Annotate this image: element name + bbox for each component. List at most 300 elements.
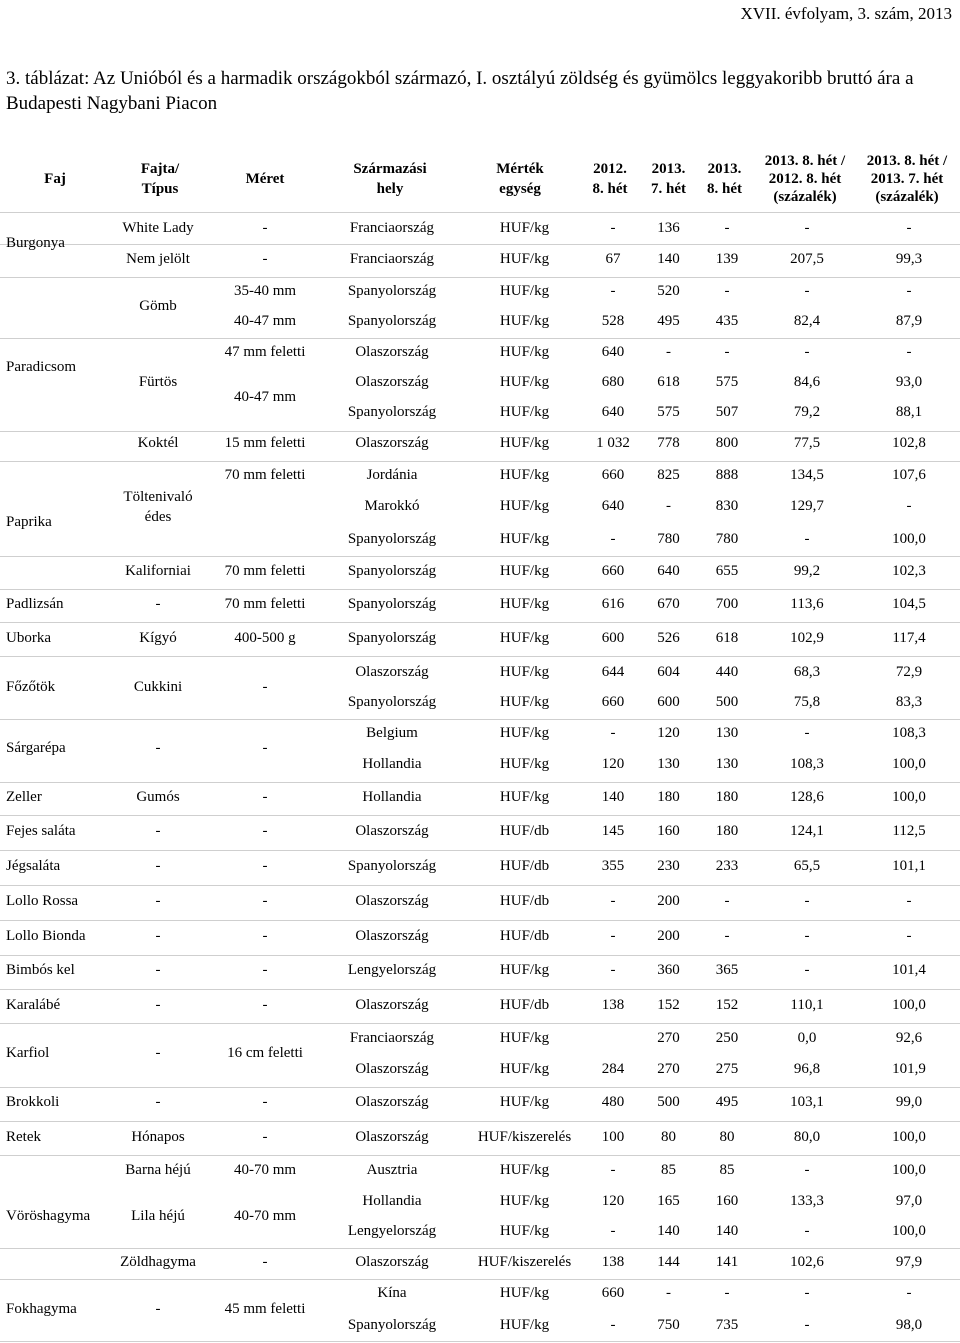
origin-cell: Olaszország bbox=[355, 435, 429, 451]
species-cell: Burgonya bbox=[6, 235, 65, 251]
price-2013-w8-cell: 250 bbox=[715, 1030, 739, 1046]
unit-cell: HUF/kg bbox=[499, 344, 550, 360]
pct-yoy-cell: 75,8 bbox=[793, 694, 821, 710]
price-2013-w7-cell: 230 bbox=[657, 858, 680, 874]
row-divider bbox=[0, 431, 960, 432]
pct-wow-cell: - bbox=[906, 283, 912, 299]
unit-cell: HUF/kg bbox=[499, 596, 550, 612]
size-cell: - bbox=[262, 251, 268, 267]
origin-cell: Olaszország bbox=[355, 1094, 429, 1110]
unit-cell: HUF/kg bbox=[499, 498, 550, 514]
price-2013-w8-cell: 618 bbox=[715, 630, 739, 646]
origin-cell: Olaszország bbox=[355, 1129, 429, 1145]
header-mertek: Mérték bbox=[496, 161, 544, 177]
size-cell: - bbox=[262, 789, 268, 805]
pct-wow-cell: - bbox=[906, 220, 912, 236]
pct-wow-cell: 102,8 bbox=[892, 435, 926, 451]
pct-wow-cell: 99,3 bbox=[895, 251, 923, 267]
price-2013-w8-cell: 435 bbox=[715, 313, 739, 329]
pct-wow-cell: 104,5 bbox=[892, 596, 926, 612]
pct-wow-cell: 108,3 bbox=[892, 725, 926, 741]
price-2013-w8-cell: 180 bbox=[715, 789, 739, 805]
unit-cell: HUF/kg bbox=[499, 563, 550, 579]
origin-cell: Spanyolország bbox=[347, 1317, 437, 1333]
row-divider bbox=[0, 244, 960, 245]
size-cell: - bbox=[262, 1094, 268, 1110]
pct-wow-cell: 101,4 bbox=[892, 962, 926, 978]
row-divider bbox=[0, 1248, 960, 1249]
size-cell: 40-47 mm bbox=[233, 313, 297, 329]
pct-wow-cell: - bbox=[906, 1285, 912, 1301]
price-2013-w7-cell: 575 bbox=[657, 404, 680, 420]
species-cell: Fejes saláta bbox=[6, 823, 76, 839]
header-meret: Méret bbox=[245, 171, 285, 187]
price-2012-w8-cell: 138 bbox=[601, 997, 625, 1013]
price-2013-w8-cell: 85 bbox=[719, 1162, 735, 1178]
price-2013-w8-cell: 80 bbox=[719, 1129, 735, 1145]
variety-cell: Cukkini bbox=[133, 679, 183, 695]
variety-cell: Fürtös bbox=[138, 374, 178, 390]
pct-wow-cell: 93,0 bbox=[895, 374, 923, 390]
price-2012-w8-cell: 284 bbox=[601, 1061, 625, 1077]
variety-cell: Koktél bbox=[137, 435, 179, 451]
pct-wow-cell: 83,3 bbox=[895, 694, 923, 710]
price-2013-w7-cell: 600 bbox=[657, 694, 680, 710]
species-cell: Karalábé bbox=[6, 997, 61, 1013]
price-2012-w8-cell: - bbox=[610, 220, 616, 236]
row-divider bbox=[0, 622, 960, 623]
price-2012-w8-cell: 100 bbox=[601, 1129, 625, 1145]
size-cell: 70 mm feletti bbox=[224, 596, 306, 612]
pct-wow-cell: 97,9 bbox=[895, 1254, 923, 1270]
price-2013-w7-cell: 500 bbox=[657, 1094, 680, 1110]
price-2013-w7-cell: 604 bbox=[657, 664, 680, 680]
origin-cell: Spanyolország bbox=[347, 404, 437, 420]
row-divider bbox=[0, 1155, 960, 1156]
row-divider bbox=[0, 815, 960, 816]
pct-wow-cell: 100,0 bbox=[892, 756, 926, 772]
price-2013-w8-cell: - bbox=[724, 344, 730, 360]
unit-cell: HUF/kg bbox=[499, 694, 550, 710]
species-cell: Fokhagyma bbox=[6, 1301, 77, 1317]
variety-cell: Gömb bbox=[139, 298, 177, 314]
pct-wow-cell: 88,1 bbox=[895, 404, 923, 420]
price-2012-w8-cell: 644 bbox=[601, 664, 625, 680]
price-2013-w7-cell: 520 bbox=[657, 283, 680, 299]
pct-yoy-cell: 77,5 bbox=[793, 435, 821, 451]
pct-yoy-cell: 103,1 bbox=[790, 1094, 824, 1110]
row-divider bbox=[0, 850, 960, 851]
variety-cell: Töltenivaló bbox=[123, 489, 193, 505]
row-divider bbox=[0, 885, 960, 886]
unit-cell: HUF/db bbox=[499, 858, 550, 874]
species-cell: Paradicsom bbox=[6, 359, 76, 375]
origin-cell: Lengyelország bbox=[347, 962, 437, 978]
pct-wow-cell: 101,9 bbox=[892, 1061, 926, 1077]
unit-cell: HUF/kg bbox=[499, 374, 550, 390]
pct-yoy-cell: - bbox=[804, 1285, 810, 1301]
size-cell: 15 mm feletti bbox=[224, 435, 306, 451]
pct-wow-cell: 112,5 bbox=[892, 823, 926, 839]
price-2012-w8-cell: 600 bbox=[601, 630, 625, 646]
price-2012-w8-cell: - bbox=[610, 531, 616, 547]
header-faj: Faj bbox=[44, 171, 66, 187]
origin-cell: Hollandia bbox=[362, 1193, 422, 1209]
unit-cell: HUF/kg bbox=[499, 1030, 550, 1046]
variety-cell: - bbox=[155, 596, 161, 612]
price-2013-w8-cell: 152 bbox=[715, 997, 739, 1013]
origin-cell: Olaszország bbox=[355, 893, 429, 909]
pct-wow-cell: 107,6 bbox=[892, 467, 926, 483]
origin-cell: Olaszország bbox=[355, 823, 429, 839]
price-2012-w8-cell: 145 bbox=[601, 823, 625, 839]
origin-cell: Jordánia bbox=[366, 467, 418, 483]
variety-cell: - bbox=[155, 997, 161, 1013]
species-cell: Karfiol bbox=[6, 1045, 50, 1061]
price-2013-w8-cell: - bbox=[724, 283, 730, 299]
origin-cell: Spanyolország bbox=[347, 531, 437, 547]
pct-yoy-cell: 110,1 bbox=[790, 997, 824, 1013]
origin-cell: Hollandia bbox=[362, 789, 422, 805]
price-2012-w8-cell: 120 bbox=[601, 756, 625, 772]
pct-yoy-cell: - bbox=[804, 220, 810, 236]
price-2012-w8-cell: 1 032 bbox=[596, 435, 630, 451]
header-pct2-c: (százalék) bbox=[875, 189, 939, 205]
unit-cell: HUF/db bbox=[499, 928, 550, 944]
pct-wow-cell: 100,0 bbox=[892, 1162, 926, 1178]
variety-cell: Kígyó bbox=[139, 630, 177, 646]
unit-cell: HUF/kg bbox=[499, 756, 550, 772]
price-2013-w7-cell: 160 bbox=[657, 823, 680, 839]
species-cell: Zeller bbox=[6, 789, 42, 805]
origin-cell: Franciaország bbox=[349, 1030, 435, 1046]
size-cell: - bbox=[262, 962, 268, 978]
unit-cell: HUF/kg bbox=[499, 1193, 550, 1209]
price-2013-w7-cell: 825 bbox=[657, 467, 680, 483]
price-2012-w8-cell: 640 bbox=[601, 344, 625, 360]
pct-wow-cell: 98,0 bbox=[895, 1317, 923, 1333]
unit-cell: HUF/kg bbox=[499, 630, 550, 646]
size-cell: - bbox=[262, 1254, 268, 1270]
size-cell: 40-70 mm bbox=[233, 1208, 297, 1224]
pct-yoy-cell: - bbox=[804, 928, 810, 944]
variety-cell: édes bbox=[144, 509, 172, 525]
pct-wow-cell: - bbox=[906, 498, 912, 514]
species-cell: Retek bbox=[6, 1129, 41, 1145]
pct-wow-cell: 72,9 bbox=[895, 664, 923, 680]
species-cell: Lollo Bionda bbox=[6, 928, 86, 944]
price-2012-w8-cell: 660 bbox=[601, 467, 625, 483]
size-cell: 16 cm feletti bbox=[227, 1045, 303, 1061]
price-2013-w7-cell: 130 bbox=[657, 756, 680, 772]
origin-cell: Olaszország bbox=[355, 344, 429, 360]
origin-cell: Lengyelország bbox=[347, 1223, 437, 1239]
size-cell: - bbox=[262, 928, 268, 944]
pct-wow-cell: 100,0 bbox=[892, 1129, 926, 1145]
pct-yoy-cell: 108,3 bbox=[790, 756, 824, 772]
row-divider bbox=[0, 989, 960, 990]
pct-yoy-cell: 80,0 bbox=[793, 1129, 821, 1145]
header-hely: hely bbox=[376, 181, 404, 197]
origin-cell: Marokkó bbox=[364, 498, 420, 514]
unit-cell: HUF/kg bbox=[499, 789, 550, 805]
running-head: XVII. évfolyam, 3. szám, 2013 bbox=[740, 4, 952, 23]
origin-cell: Spanyolország bbox=[347, 858, 437, 874]
size-cell: - bbox=[262, 740, 268, 756]
origin-cell: Franciaország bbox=[349, 220, 435, 236]
pct-yoy-cell: - bbox=[804, 725, 810, 741]
price-2012-w8-cell: - bbox=[610, 962, 616, 978]
price-2013-w7-cell: - bbox=[666, 1285, 671, 1301]
price-2013-w8-cell: - bbox=[724, 928, 730, 944]
header-pct2-a: 2013. 8. hét / bbox=[866, 153, 948, 169]
row-divider bbox=[0, 338, 960, 339]
price-2013-w8-cell: 180 bbox=[715, 823, 739, 839]
pct-yoy-cell: 96,8 bbox=[793, 1061, 821, 1077]
size-cell: - bbox=[262, 1129, 268, 1145]
size-cell: 40-70 mm bbox=[233, 1162, 297, 1178]
price-2013-w7-cell: 270 bbox=[657, 1061, 680, 1077]
size-cell: 70 mm feletti bbox=[224, 467, 306, 483]
table-title: 3. táblázat: Az Unióból és a harmadik országokból származó, I. osztályú zöldség és gyümölcs leggyakoribb bruttó ára a Budapesti Nagybani Piacon bbox=[6, 68, 914, 114]
price-2013-w7-cell: 270 bbox=[657, 1030, 680, 1046]
pct-wow-cell: 117,4 bbox=[892, 630, 926, 646]
unit-cell: HUF/kg bbox=[499, 1094, 550, 1110]
price-2013-w8-cell: 440 bbox=[715, 664, 739, 680]
variety-cell: White Lady bbox=[122, 220, 194, 236]
price-2013-w7-cell: 200 bbox=[657, 928, 680, 944]
price-2013-w8-cell: - bbox=[724, 893, 730, 909]
row-divider bbox=[0, 782, 960, 783]
header-2012-8: 2012. bbox=[593, 161, 627, 177]
row-divider bbox=[0, 212, 960, 213]
price-2013-w7-cell: 640 bbox=[657, 563, 680, 579]
row-divider bbox=[0, 656, 960, 657]
header-egyseg: egység bbox=[499, 181, 541, 197]
variety-cell: Zöldhagyma bbox=[120, 1254, 196, 1270]
size-cell: 70 mm feletti bbox=[224, 563, 306, 579]
size-cell: 35-40 mm bbox=[233, 283, 297, 299]
price-2013-w7-cell: 670 bbox=[657, 596, 680, 612]
row-divider bbox=[0, 1341, 960, 1342]
price-2013-w7-cell: - bbox=[666, 344, 671, 360]
price-2012-w8-cell: 660 bbox=[601, 1285, 625, 1301]
price-2012-w8-cell: 660 bbox=[601, 694, 625, 710]
pct-yoy-cell: 68,3 bbox=[793, 664, 821, 680]
variety-cell: Nem jelölt bbox=[126, 251, 190, 267]
variety-cell: Barna héjú bbox=[125, 1162, 191, 1178]
price-2013-w8-cell: 275 bbox=[715, 1061, 739, 1077]
header-szarmazasi: Származási bbox=[353, 161, 427, 177]
pct-yoy-cell: 79,2 bbox=[793, 404, 821, 420]
species-cell: Bimbós kel bbox=[6, 962, 75, 978]
row-divider bbox=[0, 461, 960, 462]
origin-cell: Spanyolország bbox=[347, 596, 437, 612]
price-2013-w7-cell: 360 bbox=[657, 962, 680, 978]
variety-cell: - bbox=[155, 858, 161, 874]
pct-wow-cell: 99,0 bbox=[895, 1094, 923, 1110]
pct-wow-cell: 100,0 bbox=[892, 789, 926, 805]
pct-yoy-cell: 113,6 bbox=[790, 596, 824, 612]
variety-cell: - bbox=[155, 893, 161, 909]
unit-cell: HUF/db bbox=[499, 893, 550, 909]
pct-yoy-cell: 0,0 bbox=[797, 1030, 817, 1046]
unit-cell: HUF/kg bbox=[499, 1061, 550, 1077]
species-cell: Főzőtök bbox=[6, 679, 56, 695]
price-2013-w8-cell: 655 bbox=[715, 563, 739, 579]
price-2013-w8-cell: 140 bbox=[715, 1223, 739, 1239]
price-2013-w8-cell: 495 bbox=[715, 1094, 739, 1110]
variety-cell: - bbox=[155, 1045, 161, 1061]
pct-yoy-cell: - bbox=[804, 1162, 810, 1178]
header-pct1-b: 2012. 8. hét bbox=[768, 171, 842, 187]
origin-cell: Spanyolország bbox=[347, 630, 437, 646]
variety-cell: - bbox=[155, 928, 161, 944]
variety-cell: Hónapos bbox=[131, 1129, 185, 1145]
row-divider bbox=[0, 1023, 960, 1024]
origin-cell: Olaszország bbox=[355, 664, 429, 680]
price-2013-w8-cell: 139 bbox=[715, 251, 739, 267]
species-cell: Sárgarépa bbox=[6, 740, 66, 756]
pct-yoy-cell: - bbox=[804, 344, 810, 360]
pct-yoy-cell: 84,6 bbox=[793, 374, 821, 390]
header-2013-8-week: 8. hét bbox=[707, 181, 742, 197]
size-cell: 47 mm feletti bbox=[224, 344, 306, 360]
pct-yoy-cell: 134,5 bbox=[790, 467, 824, 483]
price-2013-w8-cell: - bbox=[724, 220, 730, 236]
price-2013-w7-cell: 144 bbox=[657, 1254, 680, 1270]
price-2013-w8-cell: 365 bbox=[715, 962, 739, 978]
price-2012-w8-cell: 355 bbox=[601, 858, 625, 874]
pct-wow-cell: 100,0 bbox=[892, 1223, 926, 1239]
header-fajta-2: Típus bbox=[141, 181, 179, 197]
species-cell: Jégsaláta bbox=[6, 858, 61, 874]
size-cell: 40-47 mm bbox=[233, 389, 297, 405]
pct-yoy-cell: 102,6 bbox=[790, 1254, 824, 1270]
pct-yoy-cell: 128,6 bbox=[790, 789, 824, 805]
row-divider bbox=[0, 556, 960, 557]
price-2013-w7-cell: 200 bbox=[657, 893, 680, 909]
unit-cell: HUF/kiszerelés bbox=[477, 1254, 572, 1270]
pct-yoy-cell: 207,5 bbox=[790, 251, 824, 267]
price-2012-w8-cell: 680 bbox=[601, 374, 625, 390]
price-2013-w7-cell: 152 bbox=[657, 997, 680, 1013]
pct-yoy-cell: 99,2 bbox=[793, 563, 821, 579]
price-2013-w8-cell: 735 bbox=[715, 1317, 739, 1333]
origin-cell: Spanyolország bbox=[347, 283, 437, 299]
pct-yoy-cell: 129,7 bbox=[790, 498, 824, 514]
row-divider bbox=[0, 1087, 960, 1088]
pct-wow-cell: - bbox=[906, 928, 912, 944]
price-2012-w8-cell: 120 bbox=[601, 1193, 625, 1209]
unit-cell: HUF/kg bbox=[499, 220, 550, 236]
origin-cell: Spanyolország bbox=[347, 694, 437, 710]
variety-cell: Lila héjú bbox=[131, 1208, 185, 1224]
pct-yoy-cell: - bbox=[804, 962, 810, 978]
size-cell: - bbox=[262, 823, 268, 839]
price-2013-w8-cell: 575 bbox=[715, 374, 739, 390]
origin-cell: Olaszország bbox=[355, 1061, 429, 1077]
price-2012-w8-cell: 660 bbox=[601, 563, 625, 579]
origin-cell: Ausztria bbox=[366, 1162, 418, 1178]
header-fajta-1: Fajta/ bbox=[140, 161, 180, 177]
unit-cell: HUF/kg bbox=[499, 251, 550, 267]
price-2012-w8-cell: - bbox=[610, 1162, 616, 1178]
price-2012-w8-cell: - bbox=[610, 928, 616, 944]
size-cell: - bbox=[262, 997, 268, 1013]
header-pct1-a: 2013. 8. hét / bbox=[764, 153, 846, 169]
origin-cell: Belgium bbox=[366, 725, 418, 741]
size-cell: 45 mm feletti bbox=[224, 1301, 306, 1317]
price-2013-w8-cell: 130 bbox=[715, 756, 739, 772]
unit-cell: HUF/kg bbox=[499, 435, 550, 451]
price-2012-w8-cell: - bbox=[610, 283, 616, 299]
origin-cell: Olaszország bbox=[355, 374, 429, 390]
size-cell: - bbox=[262, 679, 268, 695]
price-2012-w8-cell: 616 bbox=[601, 596, 625, 612]
size-cell: - bbox=[262, 858, 268, 874]
price-2012-w8-cell: - bbox=[610, 893, 616, 909]
species-cell: Lollo Rossa bbox=[6, 893, 79, 909]
unit-cell: HUF/kg bbox=[499, 467, 550, 483]
price-2013-w7-cell: 120 bbox=[657, 725, 680, 741]
unit-cell: HUF/kg bbox=[499, 1317, 550, 1333]
price-2013-w7-cell: 140 bbox=[657, 251, 680, 267]
price-2013-w8-cell: 507 bbox=[715, 404, 739, 420]
pct-yoy-cell: - bbox=[804, 531, 810, 547]
variety-cell: - bbox=[155, 823, 161, 839]
unit-cell: HUF/kg bbox=[499, 725, 550, 741]
price-2013-w7-cell: 136 bbox=[657, 220, 680, 236]
header-pct2-b: 2013. 7. hét bbox=[870, 171, 944, 187]
row-divider bbox=[0, 920, 960, 921]
price-2013-w7-cell: 165 bbox=[657, 1193, 680, 1209]
origin-cell: Franciaország bbox=[349, 251, 435, 267]
price-2012-w8-cell: 640 bbox=[601, 498, 625, 514]
pct-yoy-cell: - bbox=[804, 1317, 810, 1333]
pct-yoy-cell: 65,5 bbox=[793, 858, 821, 874]
price-2013-w7-cell: 495 bbox=[657, 313, 680, 329]
price-2013-w7-cell: 180 bbox=[657, 789, 680, 805]
unit-cell: HUF/db bbox=[499, 823, 550, 839]
price-2013-w7-cell: 140 bbox=[657, 1223, 680, 1239]
pct-yoy-cell: 82,4 bbox=[793, 313, 821, 329]
row-divider bbox=[0, 719, 960, 720]
price-2013-w8-cell: 500 bbox=[715, 694, 739, 710]
row-divider bbox=[0, 1121, 960, 1122]
unit-cell: HUF/kg bbox=[499, 1285, 550, 1301]
size-cell: - bbox=[262, 220, 268, 236]
header-2013-7-week: 7. hét bbox=[651, 181, 686, 197]
price-2012-w8-cell: - bbox=[610, 1317, 616, 1333]
price-2013-w7-cell: 750 bbox=[657, 1317, 680, 1333]
price-2012-w8-cell: 640 bbox=[601, 404, 625, 420]
price-2013-w7-cell: 618 bbox=[657, 374, 680, 390]
price-2013-w8-cell: - bbox=[724, 1285, 730, 1301]
price-2013-w7-cell: - bbox=[666, 498, 671, 514]
pct-yoy-cell: 102,9 bbox=[790, 630, 824, 646]
price-2013-w8-cell: 130 bbox=[715, 725, 739, 741]
pct-yoy-cell: - bbox=[804, 1223, 810, 1239]
unit-cell: HUF/kiszerelés bbox=[477, 1129, 572, 1145]
unit-cell: HUF/kg bbox=[499, 404, 550, 420]
price-2013-w8-cell: 780 bbox=[715, 531, 739, 547]
price-2012-w8-cell: - bbox=[610, 725, 616, 741]
pct-wow-cell: 97,0 bbox=[895, 1193, 923, 1209]
price-2013-w8-cell: 141 bbox=[715, 1254, 739, 1270]
species-cell: Padlizsán bbox=[6, 596, 64, 612]
species-cell: Brokkoli bbox=[6, 1094, 60, 1110]
